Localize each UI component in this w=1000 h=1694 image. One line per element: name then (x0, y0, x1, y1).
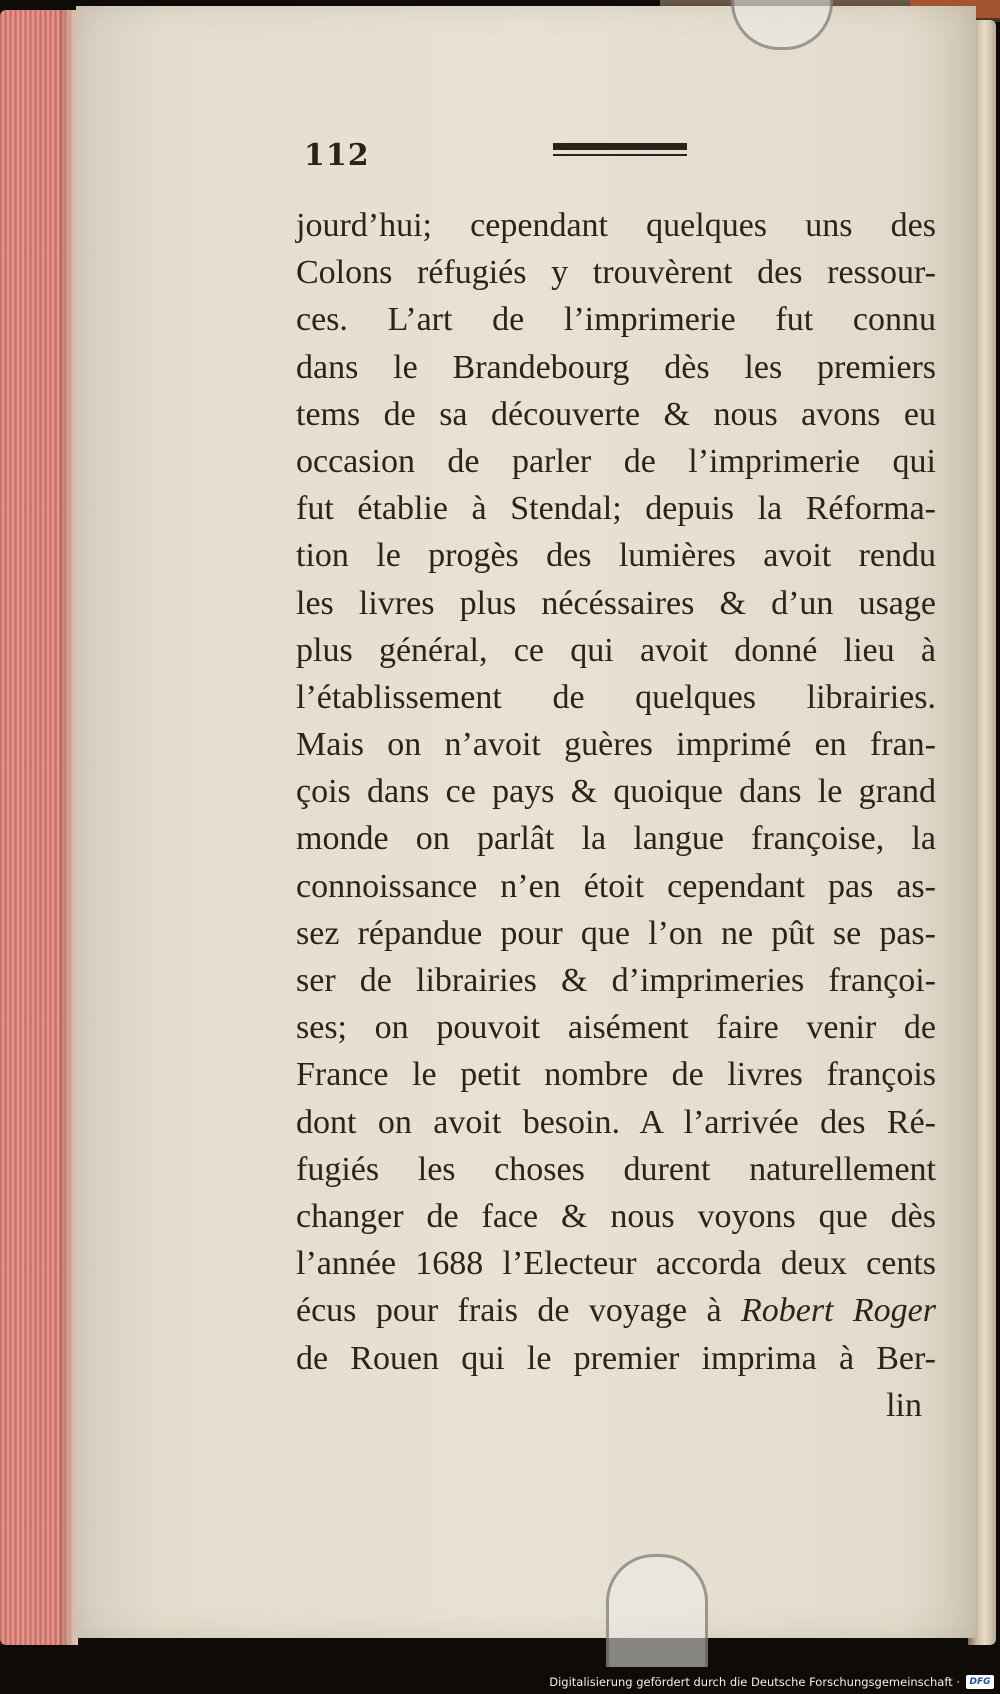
header-rule-thick (553, 143, 687, 150)
text-line: fut établie à Stendal; depuis la Réforma- (296, 490, 936, 528)
text-line: changer de face & nous voyons que dès (296, 1197, 936, 1235)
text-line: les livres plus nécéssaires & d’un usage (296, 584, 936, 622)
italic-name: Robert Roger (740, 1292, 936, 1330)
text-line: monde on parlât la langue françoise, la (296, 820, 936, 858)
text-line-with-italic (296, 1287, 936, 1334)
text-line: occasion de parler de l’imprimerie qui (296, 442, 936, 480)
glass-clip-top (731, 0, 833, 50)
dfg-logo: DFG (966, 1675, 994, 1689)
page-number: 112 (304, 138, 370, 173)
text-line: l’année 1688 l’Electeur accorda deux cents (296, 1245, 936, 1283)
text-line: Mais on n’avoit guères imprimé en fran- (296, 726, 936, 764)
text-line: plus général, ce qui avoit donné lieu à (296, 631, 936, 669)
text-line: ces. L’art de l’imprimerie fut connu (296, 301, 936, 339)
text-line: l’établissement de quelques librairies. (296, 678, 936, 716)
text-line: connoissance n’en étoit cependant pas as- (296, 867, 936, 905)
catchword: lin (886, 1386, 922, 1424)
glass-clip-bottom (606, 1554, 708, 1667)
body-text (296, 202, 936, 1429)
text-line: çois dans ce pays & quoique dans le grand (296, 773, 936, 811)
text-line: France le petit nombre de livres françois (296, 1056, 936, 1094)
page-edges (0, 10, 78, 1645)
text-line: sez répandue pour que l’on ne pût se pas- (296, 914, 936, 952)
funding-credit: Digitalisierung gefördert durch die Deutsche Forschungsgemeinschaft · (549, 1675, 960, 1689)
header-rule (553, 143, 687, 159)
text-line: tems de sa découverte & nous avons eu (296, 395, 936, 433)
text-line: ser de librairies & d’imprimeries françoi- (296, 962, 936, 999)
text-line: tion le progès des lumières avoit rendu (296, 537, 936, 575)
text-line: fugiés les choses durent naturellement (296, 1150, 936, 1188)
text-line: ses; on pouvoit aisément faire venir de (296, 1009, 936, 1047)
header-rule-thin (553, 154, 687, 156)
text-line: jourd’hui; cependant quelques uns des (296, 207, 936, 244)
text-line: dans le Brandebourg dès les premiers (296, 348, 936, 386)
text-line-roman-part: écus pour frais de voyage à (296, 1292, 741, 1330)
text-line: dont on avoit besoin. A l’arrivée des Ré- (296, 1103, 936, 1141)
text-line: Colons réfugiés y trouvèrent des ressour- (296, 254, 936, 292)
text-line: de Rouen qui le premier imprima à Ber- (296, 1339, 936, 1377)
footer-bar (0, 1672, 1000, 1694)
